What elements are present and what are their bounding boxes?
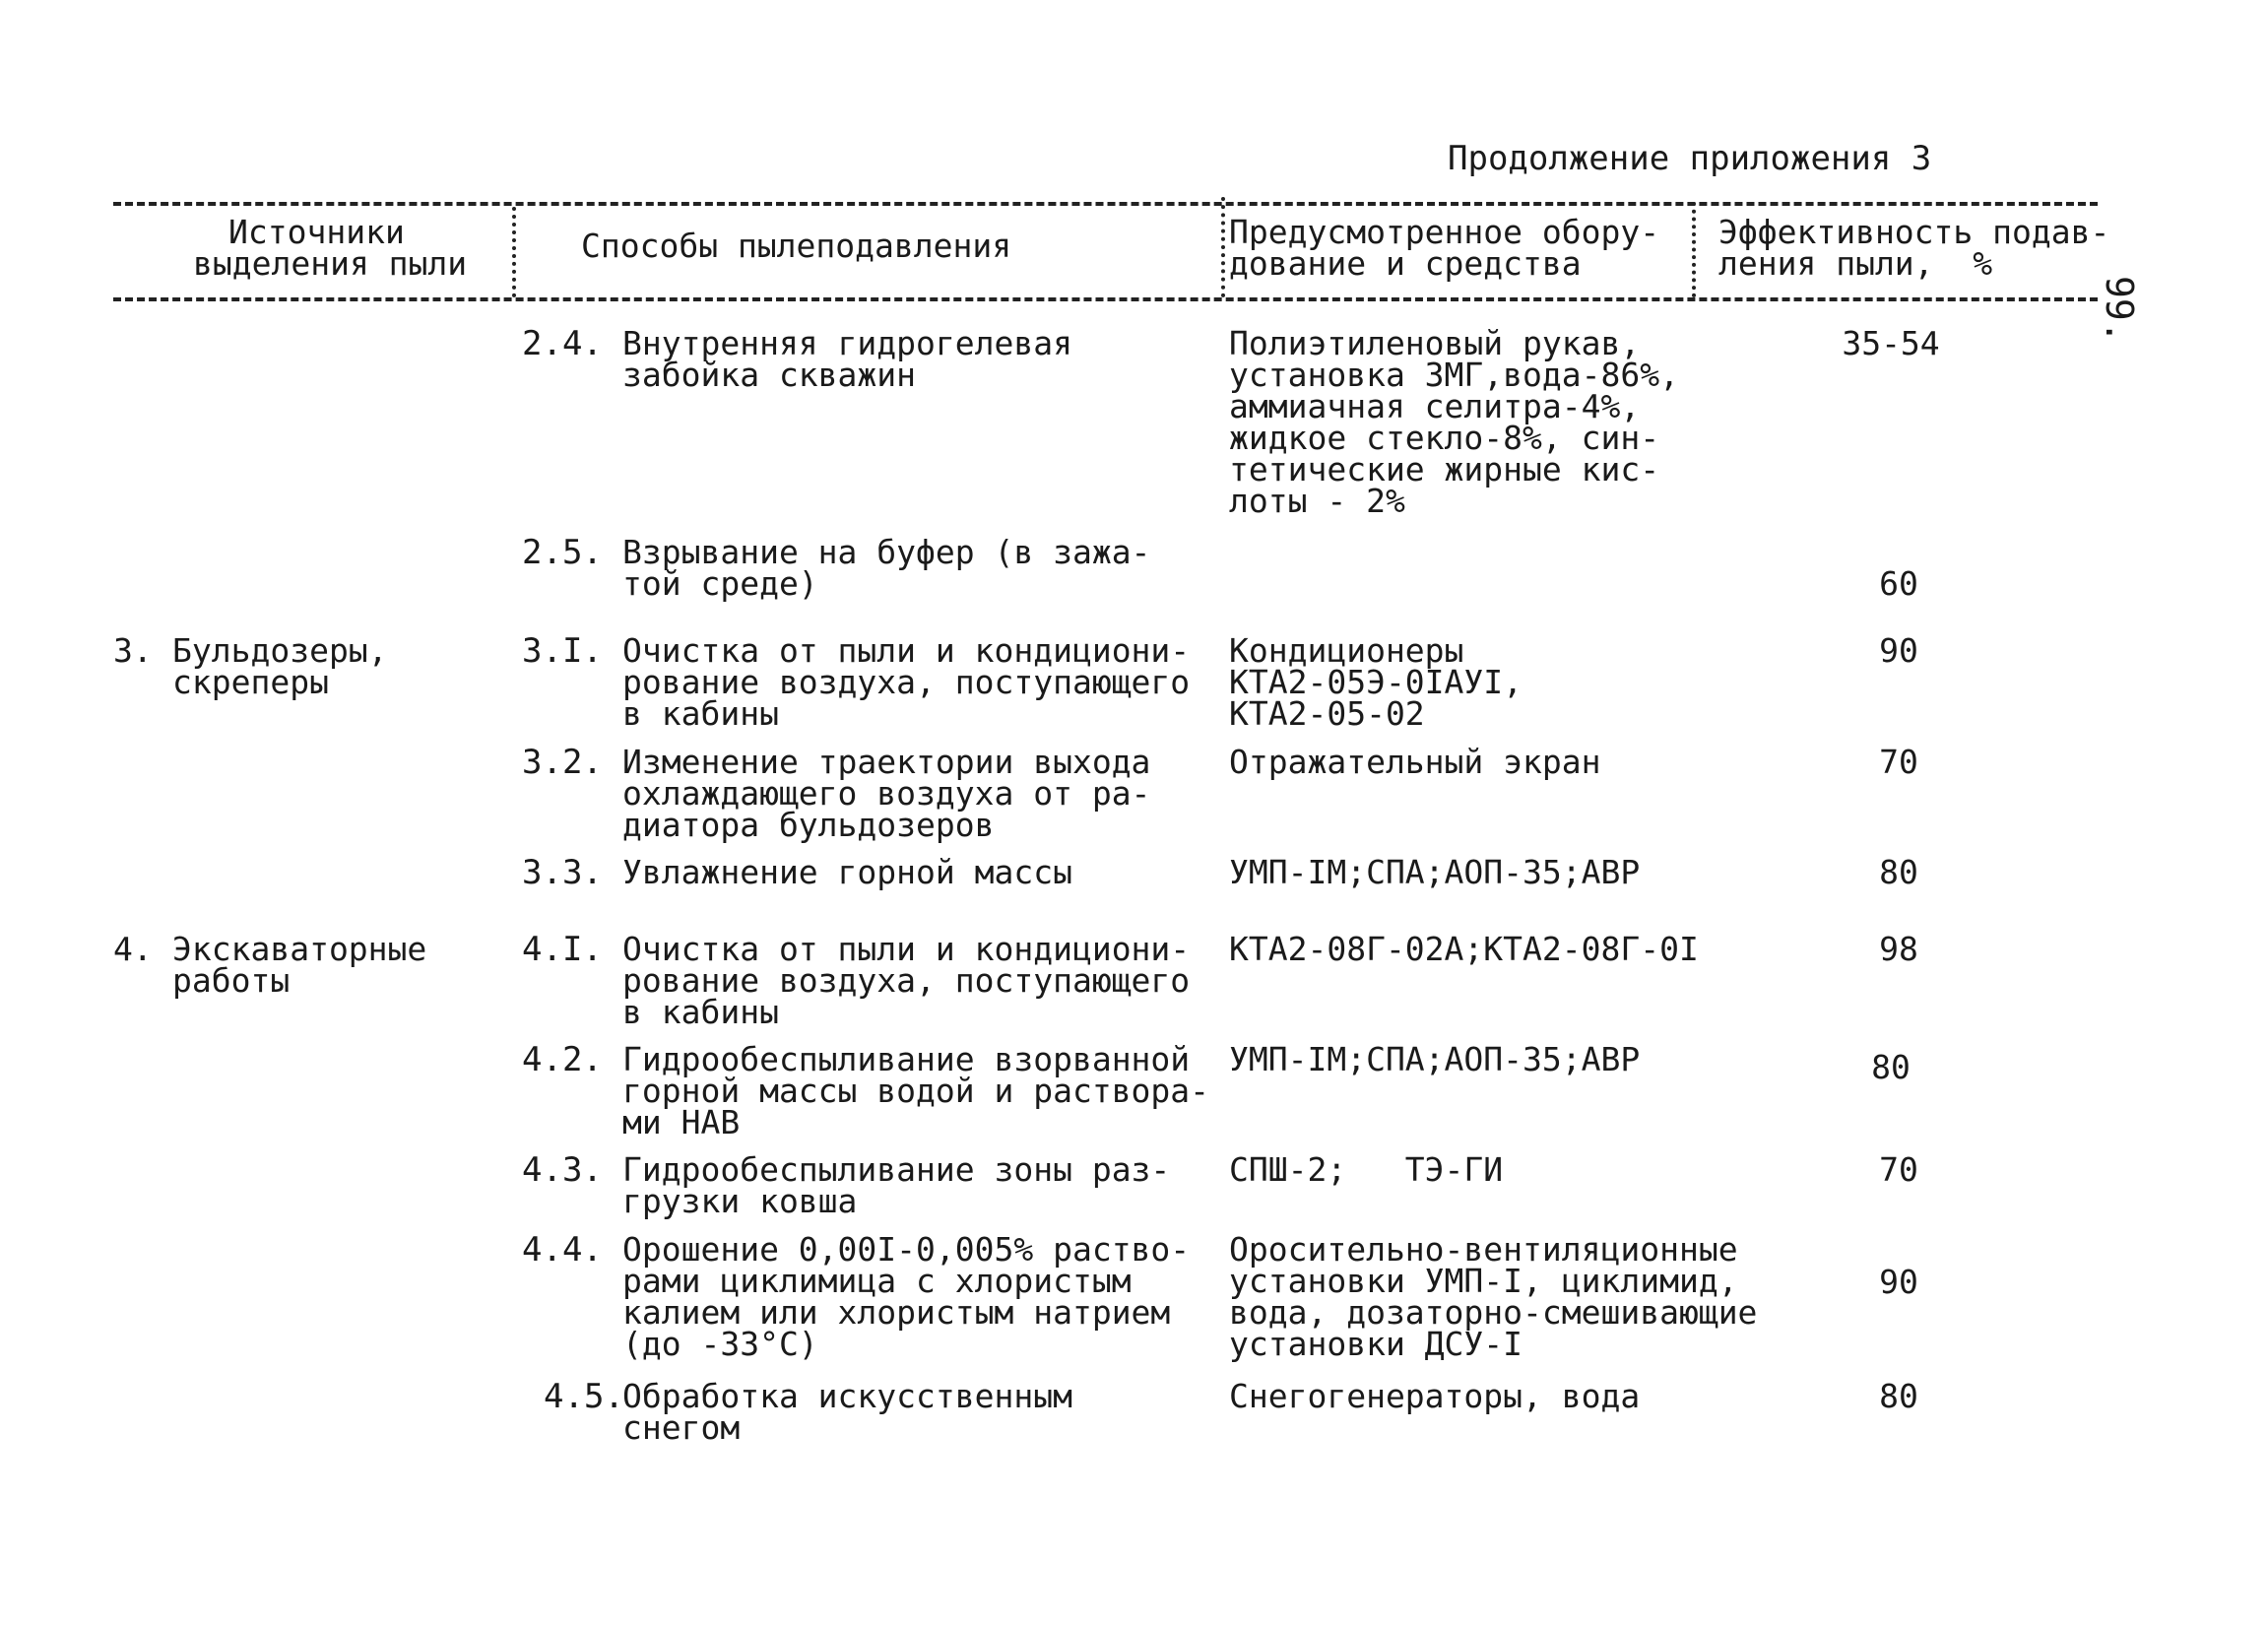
row-3-3-equipment-line1: УМП-IМ;СПА;АОП-35;АВР [1229,853,1641,891]
row-4-4-equipment-line4: установки ДСУ-I [1229,1325,1523,1363]
source-3-line1: Бульдозеры, [172,631,388,670]
source-4-line2: работы [172,961,291,1000]
header-col-equipment-line2: дование и средства [1229,244,1582,283]
row-3-2-method-line3: диатора бульдозеров [622,806,995,844]
row-4-4-efficiency: 90 [1879,1263,1918,1301]
row-4-3-equipment-line1: СПШ-2; ТЭ-ГИ [1229,1150,1504,1189]
row-4-2-equipment-line1: УМП-IМ;СПА;АОП-35;АВР [1229,1040,1641,1078]
row-3-3-number: 3.3. [522,853,603,892]
row-2-4-method-line2: забойка скважин [622,356,917,394]
row-4-1-efficiency: 98 [1879,930,1918,968]
row-4-1-equipment-line1: КТА2-08Г-02А;КТА2-08Г-0I [1229,930,1699,968]
row-4-3-number: 4.3. [522,1150,603,1190]
header-separator-2 [1221,197,1225,297]
row-2-4-equipment-line4: жидкое стекло-8%, син- [1229,419,1660,457]
header-col-efficiency-line2: ления пыли, % [1718,244,1993,283]
source-4-number: 4. [113,930,153,968]
header-top-rule [113,202,2098,206]
row-3-1-equipment-line2: КТА2-05Э-0IАУI, [1229,663,1523,701]
row-3-1-number: 3.I. [522,631,603,671]
row-4-3-method-line1: Гидрообеспыливание зоны раз- [622,1150,1171,1189]
row-3-1-method-line1: Очистка от пыли и кондициони- [622,631,1191,670]
row-3-2-number: 3.2. [522,743,603,782]
row-4-1-method-line2: рование воздуха, поступающего [622,961,1191,1000]
row-2-4-equipment-line5: тетические жирные кис- [1229,450,1660,488]
source-4-line1: Экскаваторные [172,930,427,968]
header-separator-3 [1692,202,1696,297]
row-4-4-equipment-line2: установки УМП-I, циклимид, [1229,1262,1738,1300]
row-4-4-number: 4.4. [522,1230,603,1270]
row-3-1-efficiency: 90 [1879,631,1918,670]
row-4-2-number: 4.2. [522,1040,603,1079]
row-4-4-method-line4: (до -33°С) [622,1325,818,1363]
row-2-4-efficiency: 35-54 [1842,324,1940,362]
header-bottom-rule [113,297,2098,301]
row-4-5-number: 4.5. [544,1377,624,1416]
row-4-3-method-line2: грузки ковша [622,1182,858,1220]
row-4-5-method-line1: Обработка искусственным [622,1377,1072,1415]
header-col-sources-line1: Источники [228,213,405,251]
row-4-1-number: 4.I. [522,930,603,969]
row-2-4-method-line1: Внутренняя гидрогелевая [622,324,1072,362]
row-2-4-number: 2.4. [522,324,603,363]
source-3-number: 3. [113,631,153,670]
row-2-5-number: 2.5. [522,533,603,572]
row-4-5-equipment-line1: Снегогенераторы, вода [1229,1377,1641,1415]
row-2-4-equipment-line1: Полиэтиленовый рукав, [1229,324,1641,362]
row-3-2-equipment-line1: Отражательный экран [1229,743,1601,781]
row-3-2-method-line2: охлаждающего воздуха от ра- [622,774,1151,813]
row-2-5-efficiency: 60 [1879,564,1918,603]
row-4-4-method-line2: рами циклимица с хлористым [622,1262,1132,1300]
row-4-4-equipment-line1: Оросительно-вентиляционные [1229,1230,1738,1269]
header-col-methods: Способы пылеподавления [581,227,1012,265]
row-4-5-method-line2: снегом [622,1408,741,1447]
row-3-2-efficiency: 70 [1879,743,1918,781]
row-3-2-method-line1: Изменение траектории выхода [622,743,1151,781]
row-4-4-method-line1: Орошение 0,00I-0,005% раство- [622,1230,1191,1269]
row-4-1-method-line3: в кабины [622,993,779,1031]
row-4-2-method-line2: горной массы водой и раствора- [622,1072,1210,1110]
header-separator-1 [512,207,516,297]
row-3-1-method-line2: рование воздуха, поступающего [622,663,1191,701]
row-4-1-method-line1: Очистка от пыли и кондициони- [622,930,1191,968]
appendix-caption: Продолжение приложения 3 [1448,139,1932,178]
row-4-4-method-line3: калием или хлористым натрием [622,1293,1171,1332]
row-2-5-method-line1: Взрывание на буфер (в зажа- [622,533,1151,571]
row-4-4-equipment-line3: вода, дозаторно-смешивающие [1229,1293,1758,1332]
row-2-5-method-line2: той среде) [622,564,818,603]
header-col-sources-line2: выделения пыли [193,244,468,283]
row-4-2-method-line1: Гидрообеспыливание взорванной [622,1040,1191,1078]
row-4-5-efficiency: 80 [1879,1377,1918,1415]
row-4-2-method-line3: ми НАВ [622,1103,741,1141]
row-3-1-equipment-line1: Кондиционеры [1229,631,1464,670]
row-3-3-method-line1: Увлажнение горной массы [622,853,1072,891]
row-4-3-efficiency: 70 [1879,1150,1918,1189]
row-2-4-equipment-line2: установка ЗМГ,вода-86%, [1229,356,1679,394]
row-2-4-equipment-line6: лоты - 2% [1229,482,1405,520]
row-3-3-efficiency: 80 [1879,853,1918,891]
row-3-1-equipment-line3: КТА2-05-02 [1229,694,1425,733]
page-number: 99. [2098,276,2141,344]
header-col-equipment-line1: Предусмотренное обору- [1229,213,1660,251]
source-3-line2: скреперы [172,663,329,701]
row-4-2-efficiency: 80 [1871,1048,1911,1086]
header-col-efficiency-line1: Эффективность подав- [1718,213,2110,251]
row-2-4-equipment-line3: аммиачная селитра-4%, [1229,387,1641,425]
row-3-1-method-line3: в кабины [622,694,779,733]
